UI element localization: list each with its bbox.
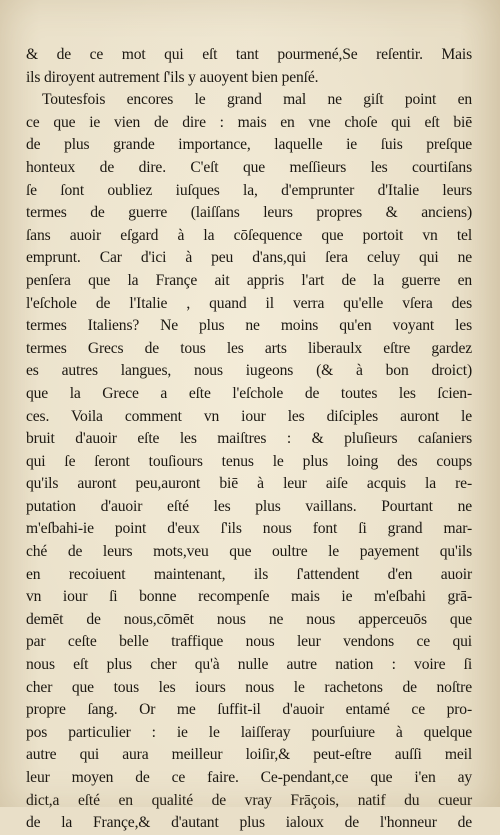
text-line: leur moyen de ce faire. Ce-pendant,ce que i'en ay xyxy=(26,769,472,786)
text-line: es autres langues, nous iugeons (& à bon droict) xyxy=(26,362,472,380)
text-line: m'eſbahi-ie point d'eux ſ'ils nous font ſi grand mar- xyxy=(26,520,472,538)
text-line: dict,a eſté en qualité de vray Frāçois, natif du cueur xyxy=(26,791,472,809)
text-line: autre qui aura meilleur loiſir,& peut-eſtre auſſi meil xyxy=(26,746,472,764)
text-line: de la Françe,& d'autant plus ialoux de l'honneur de xyxy=(26,814,472,832)
text-line: ils diroyent autrement ſ'ils y auoyent bien penſé. xyxy=(26,68,319,86)
text-line: qu'ils auront peu,auront biē à leur aiſe acquis la re- xyxy=(26,475,472,493)
text-line: vn iour ſi bonne recompenſe mais ie m'eſbahi grā- xyxy=(26,588,472,606)
text-line: par ceſte belle traffique nous leur vendons ce qui xyxy=(26,633,472,651)
text-line: ces. Voila comment vn iour les diſciples auront le xyxy=(26,407,472,425)
text-line: de plus grande importance, laquelle ie ſuis preſque xyxy=(26,136,472,154)
text-line: bruit d'auoir eſte les maiſtres : & pluſieurs caſaniers xyxy=(26,430,472,448)
text-line: termes Grecs de tous les arts liberaulx eſtre gardez xyxy=(26,339,472,357)
text-line: que la Grece a eſte l'eſchole de toutes les ſcien- xyxy=(26,384,472,402)
text-line: ché de leurs mots,veu que oultre le payement qu'ils xyxy=(26,543,472,561)
text-line: l'eſchole de l'Italie , quand il verra qu'elle vſera des xyxy=(26,294,472,312)
text-line: en recoiuent maintenant, ils ſ'attendent d'en auoir xyxy=(26,565,472,583)
text-line: & de ce mot qui eſt tant pourmené,Se reſentir. Mais xyxy=(26,46,472,63)
text-line: ſe ſont oubliez iuſques la, d'emprunter d'Italie leurs xyxy=(26,181,472,199)
text-line: honteux de dire. C'eſt que meſſieurs les courtiſans xyxy=(26,158,472,176)
text-line: cher que tous les iours nous le rachetons de noſtre xyxy=(26,678,472,696)
text-line: demēt de nous,cōmēt nous ne nous apperceuōs que xyxy=(26,610,472,628)
text-line: propre ſang. Or me ſuffit-il d'auoir entamé ce pro- xyxy=(26,701,472,719)
text-line: pos particulier : ie le laiſſeray pourſuiure à quelque xyxy=(26,723,472,741)
text-line: Toutesfois encores le grand mal ne giſt point en xyxy=(42,91,472,109)
text-line: penſera que la Françe ait appris l'art de la guerre en xyxy=(26,271,472,289)
text-line: ce que ie vien de dire : mais en vne choſe qui eſt biē xyxy=(26,113,472,131)
text-line: ſans auoir eſgard à la cōſequence que portoit vn tel xyxy=(26,226,472,244)
text-line: putation d'auoir eſté les plus vaillans. Pourtant ne xyxy=(26,497,472,515)
body-text xyxy=(26,44,472,835)
text-line: termes Italiens? Ne plus ne moins qu'en voyant les xyxy=(26,317,472,335)
text-line: nous eſt plus cher qu'à nulle autre nation : voire ſi xyxy=(26,656,472,674)
text-line: emprunt. Car d'ici à peu d'ans,qui ſera celuy qui ne xyxy=(26,249,472,267)
text-line: termes de guerre (laiſſans leurs propres & anciens) xyxy=(26,204,472,222)
text-line: qui ſe ſeront touſiours tenus le plus loing des coups xyxy=(26,452,472,470)
